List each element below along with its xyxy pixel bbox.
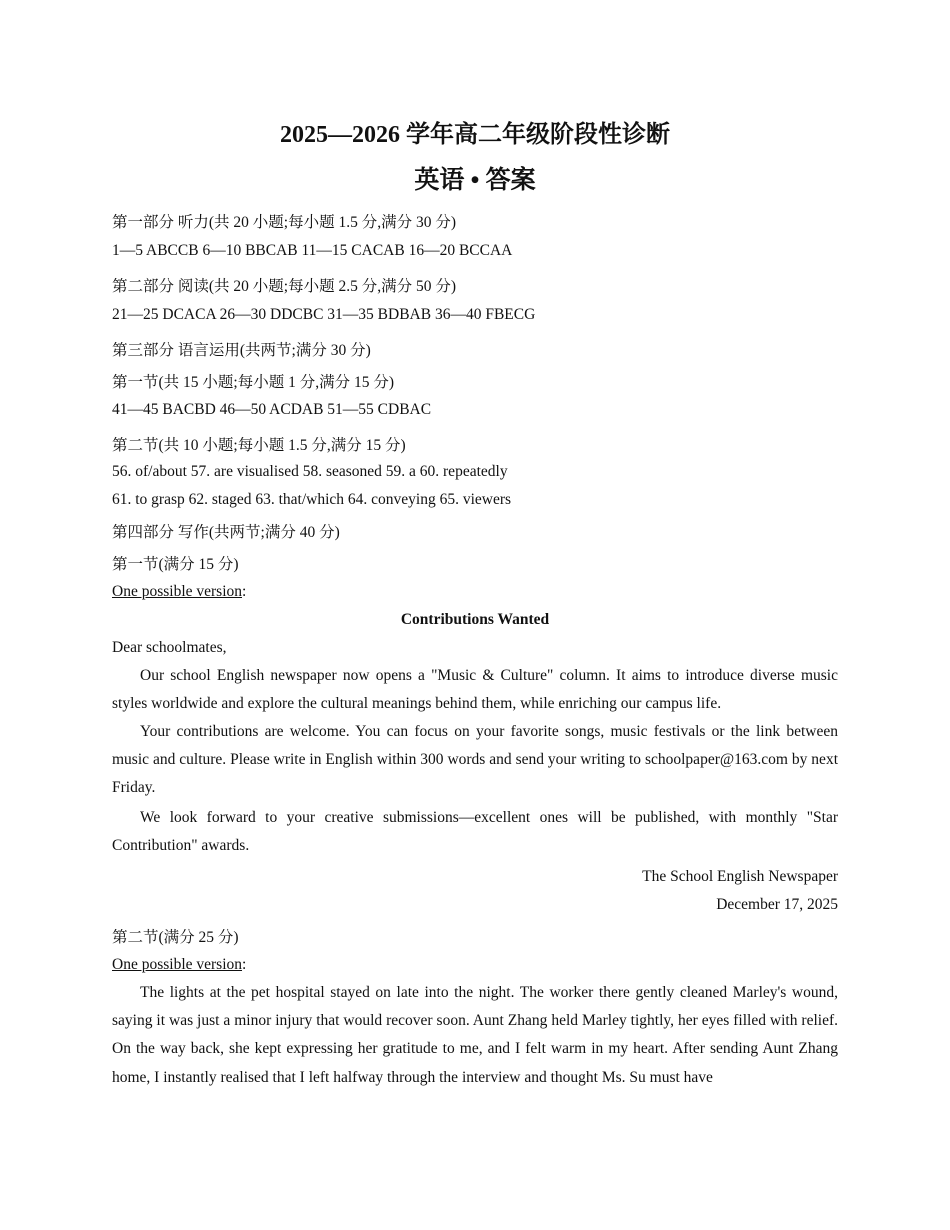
possible-version-colon-2: : xyxy=(242,956,247,973)
page-subtitle: 英语 • 答案 xyxy=(414,167,536,194)
part4-heading: 第四部分 写作(共两节;满分 40 分) xyxy=(112,524,340,541)
part1-heading: 第一部分 听力(共 20 小题;每小题 1.5 分,满分 30 分) xyxy=(112,214,457,231)
part2-answers: 21—25 DCACA 26—30 DDCBC 31—35 BDBAB 36—40 FBECG xyxy=(112,306,536,323)
possible-version-label-2 xyxy=(112,956,246,974)
letter-paragraph-3: We look forward to your creative submissions—excellent ones will be published, with monthly "Star Contribution" awards. xyxy=(112,809,838,855)
part3-section1-heading: 第一节(共 15 小题;每小题 1 分,满分 15 分) xyxy=(112,374,395,391)
letter-title: Contributions Wanted xyxy=(400,611,550,628)
part2-heading: 第二部分 阅读(共 20 小题;每小题 2.5 分,满分 50 分) xyxy=(112,278,457,295)
letter-paragraph-1: Our school English newspaper now opens a "Music & Culture" column. It aims to introduce diverse music styles worldwide and explore the cultural meanings behind them, while enriching our campus life. xyxy=(112,667,838,713)
part3-section2-heading: 第二节(共 10 小题;每小题 1.5 分,满分 15 分) xyxy=(112,437,406,454)
part1-answers: 1—5 ABCCB 6—10 BBCAB 11—15 CACAB 16—20 BCCAA xyxy=(112,242,513,259)
part3-section2-answers-line1: 56. of/about 57. are visualised 58. seasoned 59. a 60. repeatedly xyxy=(112,463,508,480)
story-paragraph: The lights at the pet hospital stayed on late into the night. The worker there gently cleaned Marley's wound, saying it was just a minor injury that would recover soon. Aunt Zhang held Marley tightly, her eyes filled with relief. On the way back, she kept expressing her gratitude to me, and I felt warm in my heart. After sending Aunt Zhang home, I instantly realised that I left halfway through the interview and thought Ms. Su must have xyxy=(112,984,838,1086)
possible-version-text-2: One possible version xyxy=(112,956,243,973)
letter-date: December 17, 2025 xyxy=(716,896,838,913)
part4-section2-heading: 第二节(满分 25 分) xyxy=(112,929,239,946)
part3-heading: 第三部分 语言运用(共两节;满分 30 分) xyxy=(112,342,371,359)
letter-greeting: Dear schoolmates, xyxy=(112,639,227,656)
part4-section1-heading: 第一节(满分 15 分) xyxy=(112,556,239,573)
page-title: 2025—2026 学年高二年级阶段性诊断 xyxy=(280,122,670,148)
letter-paragraph-2: Your contributions are welcome. You can focus on your favorite songs, music festivals or the link between music and culture. Please write in English within 300 words and send your writing to schoolpaper@163.com by next Friday. xyxy=(112,723,838,797)
part3-section2-answers-line2: 61. to grasp 62. staged 63. that/which 64. conveying 65. viewers xyxy=(112,491,512,508)
possible-version-colon: : xyxy=(242,583,247,600)
letter-signature: The School English Newspaper xyxy=(642,868,838,885)
possible-version-label xyxy=(112,583,246,601)
possible-version-text: One possible version xyxy=(112,583,243,600)
part3-section1-answers: 41—45 BACBD 46—50 ACDAB 51—55 CDBAC xyxy=(112,401,432,418)
